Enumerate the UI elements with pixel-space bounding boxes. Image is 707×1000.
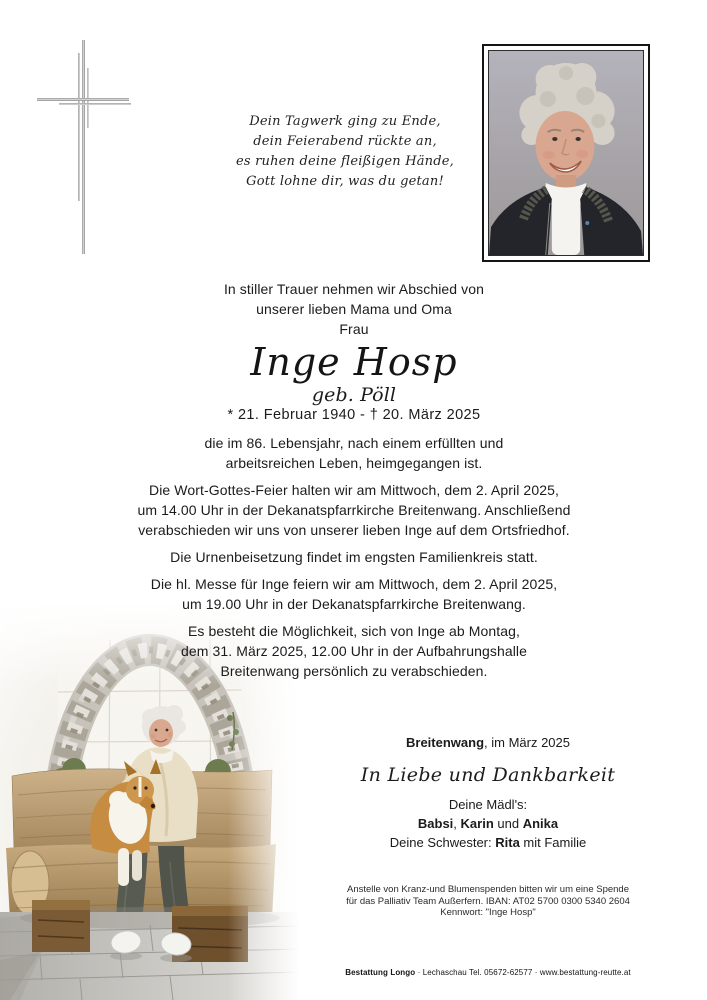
memorial-cross-ornament (35, 40, 185, 265)
life-dates: * 21. Februar 1940 - † 20. März 2025 (227, 407, 481, 423)
poem-line: es ruhen deine fleißigen Hände, (235, 154, 454, 169)
salutation: Frau (339, 321, 369, 337)
cross-line-horizontal-secondary (59, 103, 131, 105)
tribute-line: In Liebe und Dankbarkeit (360, 764, 616, 786)
service-line: verabschieden wir uns von unserer lieben Inge auf dem Ortsfriedhof. (138, 522, 570, 538)
cross-line-vertical-main (82, 40, 85, 254)
place-date-rest: , im März 2025 (484, 735, 570, 750)
daughter-name: Babsi (417, 816, 454, 831)
portrait-photo (488, 50, 644, 256)
deceased-name: Inge Hosp (250, 340, 458, 384)
mass-line: um 19.00 Uhr in der Dekanatspfarrkirche Breitenwang. (182, 596, 526, 612)
mass-line: Die hl. Messe für Inge feiern wir am Mittwoch, dem 2. April 2025, (150, 576, 558, 592)
poem-line: Gott lohne dir, was du getan! (246, 174, 444, 189)
funeral-home-name: Bestattung Longo (345, 968, 416, 977)
donation-line: für das Palliativ Team Außerfern. IBAN: AT02 5700 0300 5340 2604 (346, 895, 630, 907)
separator: , (453, 816, 461, 831)
portrait-photo-frame (482, 44, 650, 262)
sister-line (288, 833, 688, 852)
daughter-name: Anika (522, 816, 559, 831)
memorial-poem (185, 112, 505, 192)
sister-suffix: mit Familie (519, 835, 587, 850)
announcement-text (29, 279, 679, 681)
maiden-name: geb. Pöll (311, 384, 397, 406)
farewell-line: Es besteht die Möglichkeit, sich von Inge ab Montag, (187, 623, 521, 639)
sister-prefix: Deine Schwester: (389, 835, 496, 850)
age-line: arbeitsreichen Leben, heimgegangen ist. (225, 455, 483, 471)
intro-line: unserer lieben Mama und Oma (256, 301, 452, 317)
farewell-line: Breitenwang persönlich zu verabschieden. (220, 663, 488, 679)
mourners-intro: Deine Mädl's: (448, 797, 528, 812)
poem-line: dein Feierabend rückte an, (253, 134, 437, 149)
separator: und (493, 816, 523, 831)
donation-note (288, 884, 688, 919)
age-line: die im 86. Lebensjahr, nach einem erfüllten und (204, 435, 504, 451)
donation-line: Anstelle von Kranz-und Blumenspenden bitten wir um eine Spende (346, 884, 629, 895)
funeral-home-footer (248, 968, 707, 977)
service-line: Die Wort-Gottes-Feier halten wir am Mittwoch, dem 2. April 2025, (149, 482, 559, 498)
place-date-line (288, 733, 688, 752)
cross-line-horizontal-main (37, 98, 129, 101)
place-name: Breitenwang (406, 735, 485, 750)
sister-name: Rita (495, 835, 520, 850)
daughters-line (288, 814, 688, 833)
donation-line: Kennwort: "Inge Hosp" (440, 907, 536, 918)
funeral-home-contact: · Lechaschau Tel. 05672-62577 · www.bestattung-reutte.at (415, 968, 631, 977)
farewell-line: dem 31. März 2025, 12.00 Uhr in der Aufbahrungshalle (180, 643, 528, 659)
portrait-illustration (489, 51, 643, 255)
service-line: um 14.00 Uhr in der Dekanatspfarrkirche Breitenwang. Anschließend (137, 502, 571, 518)
closing-block (288, 733, 688, 852)
cross-line-vertical-secondary (78, 53, 80, 201)
daughter-name: Karin (460, 816, 494, 831)
urn-line: Die Urnenbeisetzung findet im engsten Familienkreis statt. (170, 549, 538, 565)
intro-line: In stiller Trauer nehmen wir Abschied von (223, 281, 485, 297)
poem-line: Dein Tagwerk ging zu Ende, (249, 114, 441, 129)
